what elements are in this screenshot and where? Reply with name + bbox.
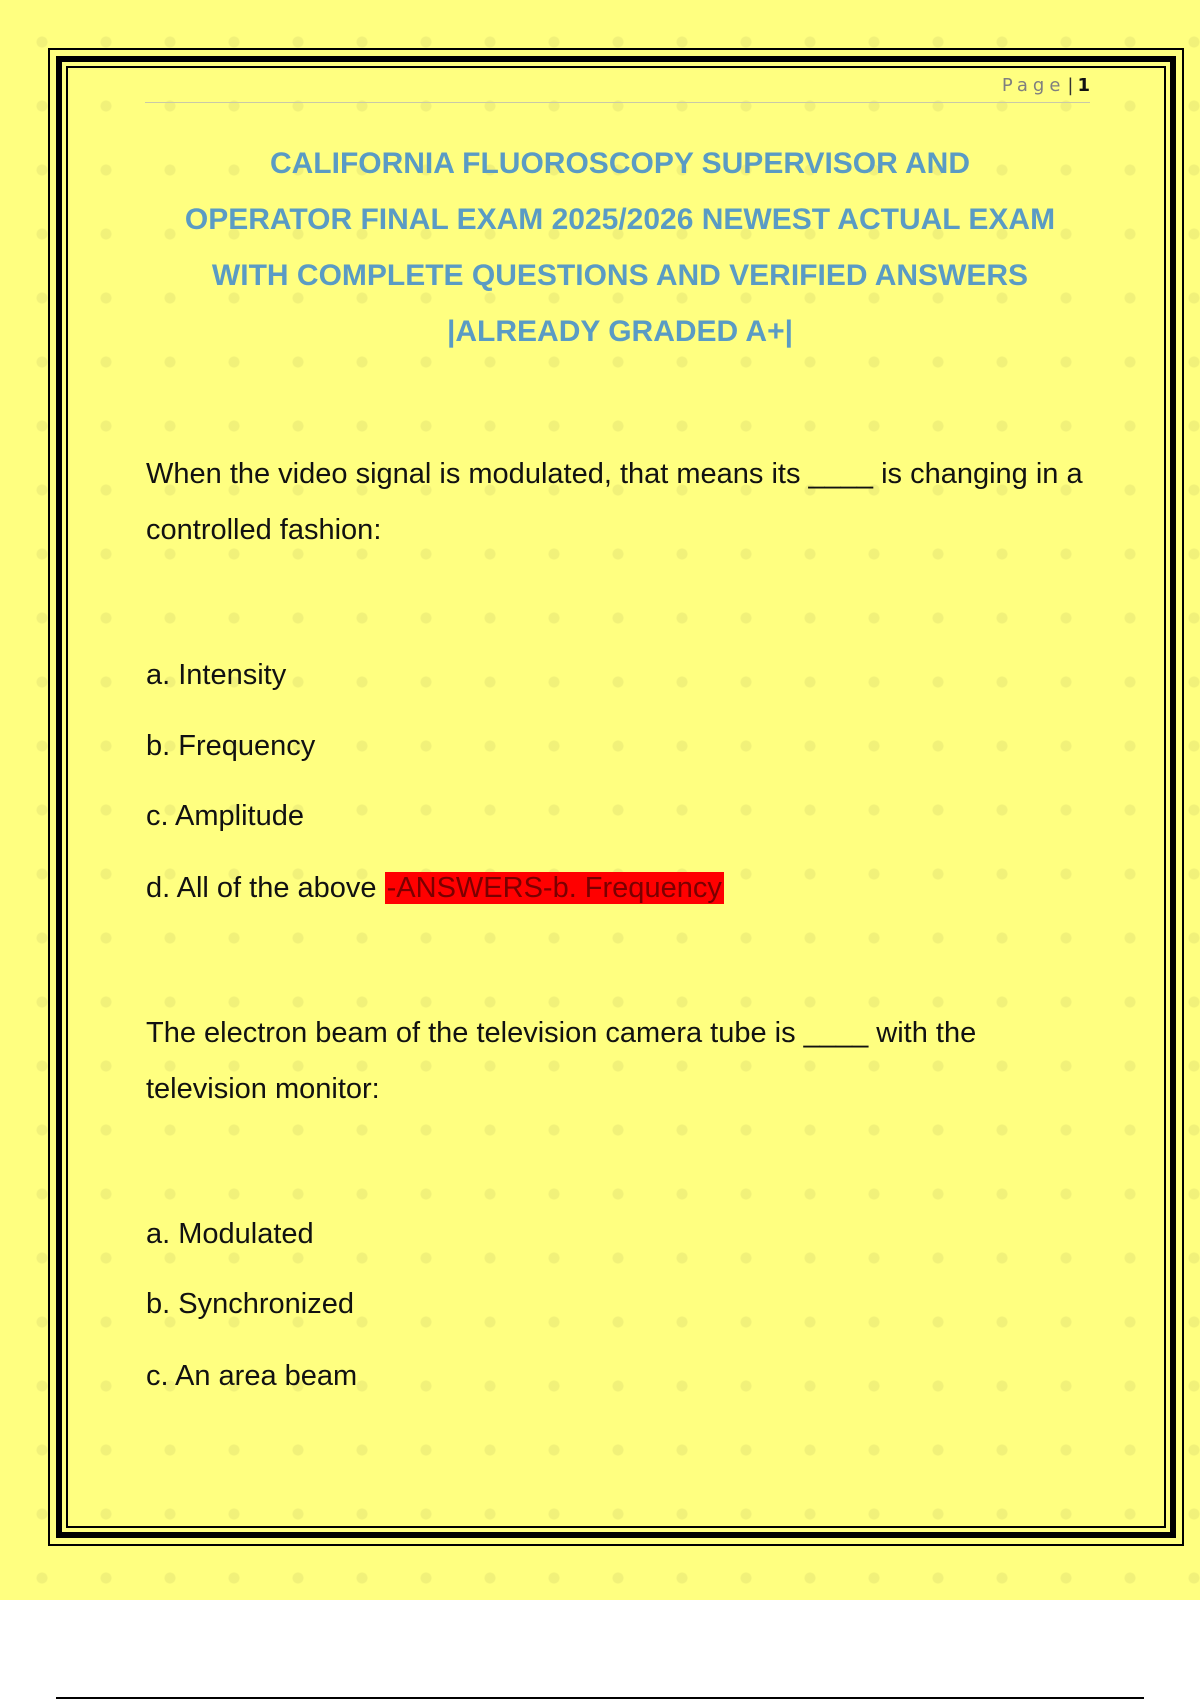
question-1-option-b: b. Frequency bbox=[146, 730, 316, 762]
question-2-option-a: a. Modulated bbox=[146, 1218, 314, 1250]
title-line: WITH COMPLETE QUESTIONS AND VERIFIED ANSWERS bbox=[211, 259, 1029, 292]
page-separator: | bbox=[1067, 75, 1074, 96]
question-1-option-d-label: d. All of the above bbox=[146, 872, 377, 904]
question-1-option-d bbox=[146, 868, 724, 908]
title-line: CALIFORNIA FLUOROSCOPY SUPERVISOR AND bbox=[269, 147, 971, 180]
title-line: OPERATOR FINAL EXAM 2025/2026 NEWEST ACTUAL EXAM bbox=[184, 203, 1056, 236]
page-header bbox=[145, 70, 1090, 103]
question-1-text: When the video signal is modulated, that means its ____ is changing in a controlled fashion: bbox=[146, 458, 1083, 546]
question-2-text: The electron beam of the television camera tube is ____ with the television monitor: bbox=[146, 1017, 977, 1105]
question-1-option-c: c. Amplitude bbox=[146, 800, 304, 832]
question-1-answer: -ANSWERS-b. Frequency bbox=[386, 872, 722, 904]
page-label: Page bbox=[1001, 75, 1066, 96]
footer-divider bbox=[56, 1697, 1144, 1699]
title-line: |ALREADY GRADED A+| bbox=[447, 315, 793, 348]
question-2-option-b: b. Synchronized bbox=[146, 1288, 354, 1320]
question-1-option-a: a. Intensity bbox=[146, 659, 287, 691]
question-2-option-c: c. An area beam bbox=[146, 1360, 358, 1392]
page-number: 1 bbox=[1077, 75, 1090, 96]
document-title bbox=[140, 136, 1100, 360]
